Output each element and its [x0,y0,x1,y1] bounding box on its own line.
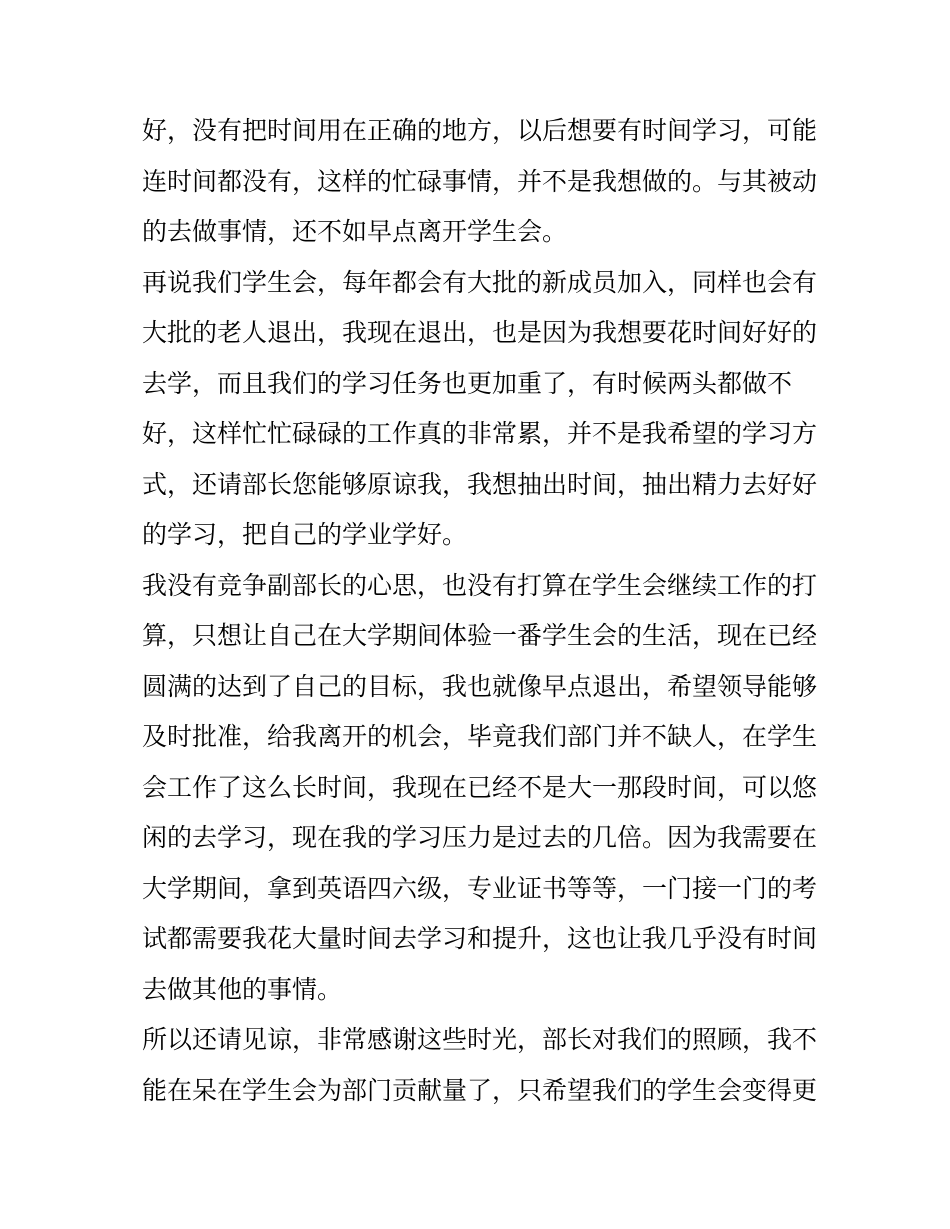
text-line: 的学习，把自己的学业学好。 [142,520,468,549]
text-line: 算，只想让自己在大学期间体验一番学生会的生活，现在已经 [142,621,818,650]
text-line: 再说我们学生会，每年都会有大批的新成员加入，同样也会有 [142,267,818,297]
text-line: 的去做事情，还不如早点离开学生会。 [142,217,568,246]
text-line: 大学期间，拿到英语四六级，专业证书等等，一门接一门的考 [142,873,818,903]
text-line: 好，这样忙忙碌碌的工作真的非常累，并不是我希望的学习方 [142,419,818,448]
text-line: 去学，而且我们的学习任务也更加重了，有时候两头都做不 [142,368,793,398]
text-line: 及时批准，给我离开的机会，毕竟我们部门并不缺人，在学生 [142,722,818,751]
text-line: 大批的老人退出，我现在退出，也是因为我想要花时间好好的 [142,318,818,347]
text-line: 所以还请见谅，非常感谢这些时光，部长对我们的照顾，我不 [142,1025,818,1054]
text-line: 试都需要我花大量时间去学习和提升，这也让我几乎没有时间 [142,924,818,953]
text-line: 去做其他的事情。 [142,974,343,1004]
text-line: 闲的去学习，现在我的学习压力是过去的几倍。因为我需要在 [142,823,818,852]
text-line: 式，还请部长您能够原谅我，我想抽出时间，抽出精力去好好 [142,469,818,499]
text-line: 能在呆在学生会为部门贡献量了，只希望我们的学生会变得更 [142,1075,818,1105]
text-line: 会工作了这么长时间，我现在已经不是大一那段时间，可以悠 [142,772,818,802]
text-line: 连时间都没有，这样的忙碌事情，并不是我想做的。与其被动 [142,166,818,196]
text-line: 圆满的达到了自己的目标，我也就像早点退出，希望领导能够 [142,671,818,701]
text-line: 好，没有把时间用在正确的地方，以后想要有时间学习，可能 [142,116,818,145]
text-line: 我没有竞争副部长的心思，也没有打算在学生会继续工作的打 [142,570,818,600]
body-text [142,106,822,1116]
